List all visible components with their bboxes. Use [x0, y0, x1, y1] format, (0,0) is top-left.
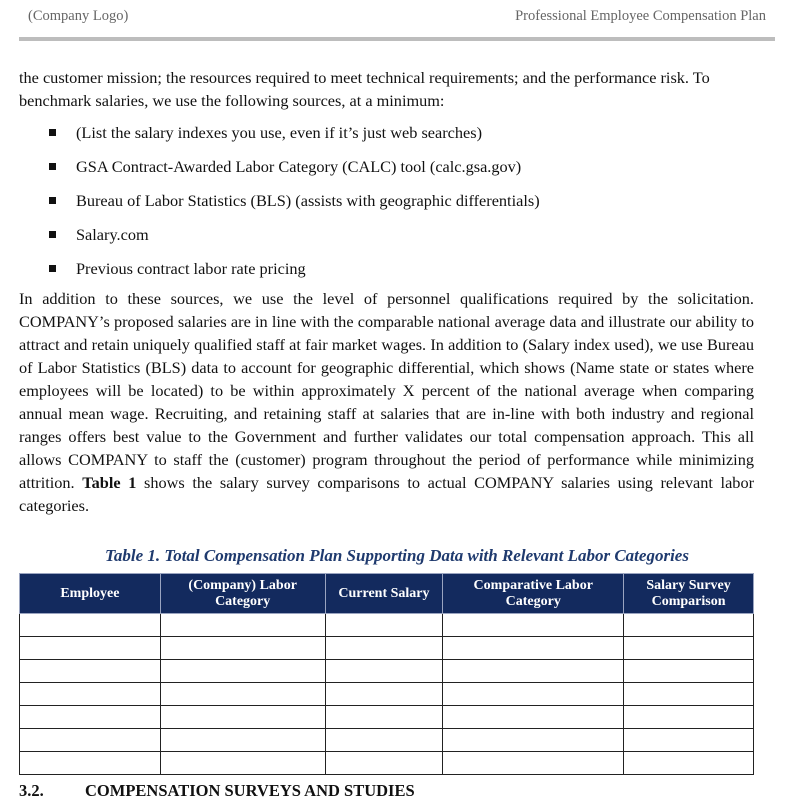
bullet-icon [49, 265, 56, 272]
list-item [49, 189, 540, 223]
list-item [49, 121, 540, 155]
column-header: (Company) Labor Category [160, 574, 325, 614]
table-cell [325, 683, 443, 706]
table-cell [20, 637, 161, 660]
table-cell [20, 683, 161, 706]
column-header: Employee [20, 574, 161, 614]
table-cell [325, 706, 443, 729]
table-cell [325, 729, 443, 752]
section-heading [19, 781, 415, 801]
paragraph-text: In addition to these sources, we use the level of personnel qualifications required by the solicitation. COMPANY’s proposed salaries are in line with the comparable national average data and illustrate our ability to attract and retain uniquely qualified staff at fair market wages. In addition to (Salary index used), we use Bureau of Labor Statistics (BLS) data to account for geographic differential, which shows (Name state or states where employees will be located) to be within approximately X percent of the national average when comparing annual mean wage. Recruiting, and retaining staff at salaries that are in-line with both industry and regional ranges offers best value to the Government and further validates our total compensation approach. This all allows COMPANY to staff the (customer) program throughout the period of performance while minimizing attrition. [19, 289, 754, 492]
table-cell [160, 660, 325, 683]
table-cell [443, 637, 624, 660]
list-item-text: Bureau of Labor Statistics (BLS) (assists with geographic differentials) [76, 191, 540, 210]
table-header-row [20, 574, 754, 614]
section-title: COMPENSATION SURVEYS AND STUDIES [85, 781, 415, 800]
bullet-icon [49, 197, 56, 204]
table-cell [325, 614, 443, 637]
list-item [49, 223, 540, 257]
table-row [20, 706, 754, 729]
table-cell [624, 706, 754, 729]
table-cell [624, 637, 754, 660]
table-cell [624, 614, 754, 637]
table-cell [160, 683, 325, 706]
table-cell [443, 752, 624, 775]
list-item-text: (List the salary indexes you use, even if it’s just web searches) [76, 123, 483, 142]
section-number: 3.2. [19, 781, 44, 800]
company-logo-placeholder: (Company Logo) [28, 8, 129, 24]
table-row [20, 637, 754, 660]
table-row [20, 614, 754, 637]
column-header: Comparative Labor Category [443, 574, 624, 614]
table-cell [160, 752, 325, 775]
bullet-icon [49, 129, 56, 136]
compensation-table [19, 573, 754, 775]
table-cell [20, 614, 161, 637]
table-row [20, 683, 754, 706]
list-item [49, 155, 540, 189]
column-header: Current Salary [325, 574, 443, 614]
page-header [28, 8, 766, 25]
table-row [20, 660, 754, 683]
table-cell [20, 752, 161, 775]
bullet-icon [49, 163, 56, 170]
table-cell [325, 637, 443, 660]
list-item-text: Previous contract labor rate pricing [76, 259, 306, 278]
list-item [49, 257, 540, 291]
table-cell [443, 706, 624, 729]
header-divider [19, 37, 775, 41]
table-cell [325, 660, 443, 683]
document-title: Professional Employee Compensation Plan [515, 8, 766, 24]
paragraph-benchmark [19, 287, 754, 517]
bullet-icon [49, 231, 56, 238]
list-item-text: GSA Contract-Awarded Labor Category (CALC) tool (calc.gsa.gov) [76, 157, 522, 176]
table-cell [624, 683, 754, 706]
table-cell [20, 660, 161, 683]
table-cell [443, 614, 624, 637]
table-cell [443, 660, 624, 683]
table-cell [160, 637, 325, 660]
table-cell [624, 752, 754, 775]
table-caption: Table 1. Total Compensation Plan Supporting Data with Relevant Labor Categories [105, 546, 689, 565]
table-cell [160, 706, 325, 729]
table-row [20, 729, 754, 752]
table-cell [443, 729, 624, 752]
table-cell [20, 706, 161, 729]
table-cell [160, 614, 325, 637]
sources-list [49, 121, 540, 291]
table-cell [325, 752, 443, 775]
table-cell [160, 729, 325, 752]
table-row [20, 752, 754, 775]
list-item-text: Salary.com [76, 225, 149, 244]
table-cell [624, 660, 754, 683]
paragraph-text: shows the salary survey comparisons to actual COMPANY salaries using relevant labor categories. [19, 473, 755, 515]
paragraph-intro: the customer mission; the resources required to meet technical requirements; and the performance risk. To benchmark salaries, we use the following sources, at a minimum: [19, 68, 710, 110]
table-cell [20, 729, 161, 752]
table-cell [443, 683, 624, 706]
column-header: Salary Survey Comparison [624, 574, 754, 614]
table-reference: Table 1 [82, 473, 137, 492]
table-cell [624, 729, 754, 752]
